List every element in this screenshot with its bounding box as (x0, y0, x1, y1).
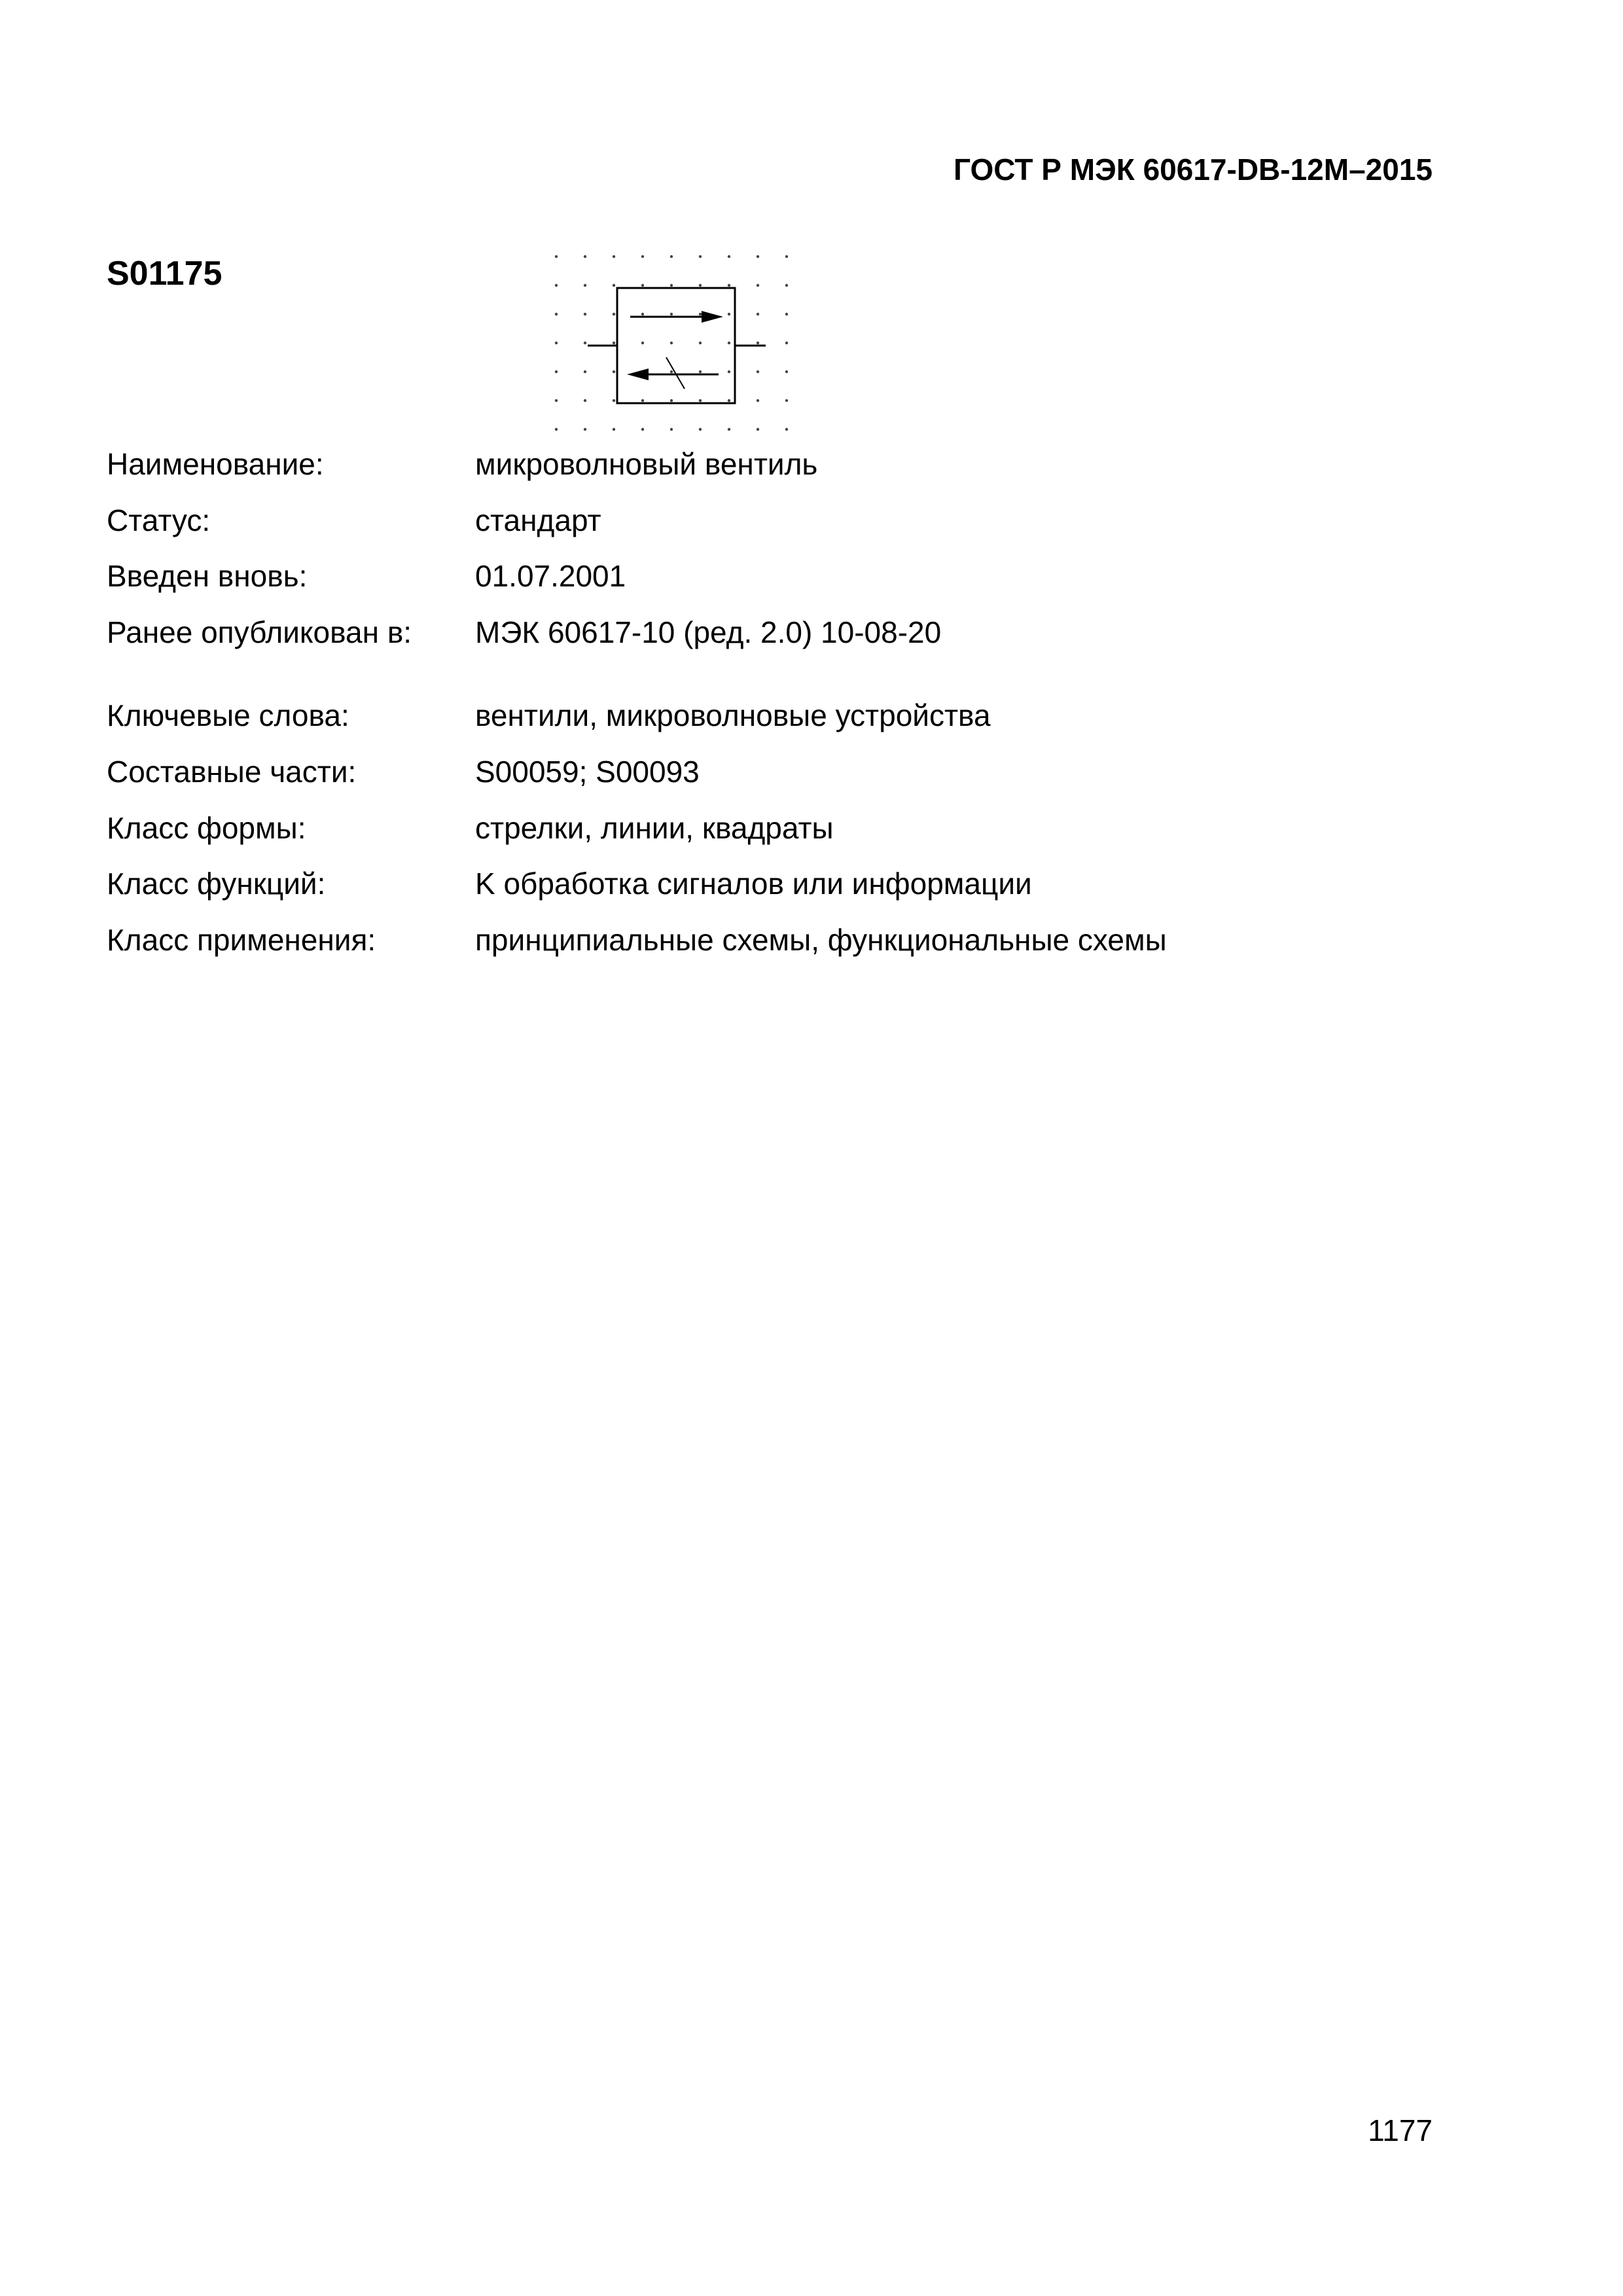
grid-dot (699, 342, 702, 344)
grid-dot (757, 428, 759, 431)
grid-dot (728, 313, 730, 315)
grid-dot (785, 342, 788, 344)
grid-dot (613, 284, 615, 287)
grid-dot (699, 370, 702, 373)
arrow-heads (627, 311, 723, 380)
grid-dot (757, 342, 759, 344)
grid-dot (670, 399, 673, 402)
property-label: Класс формы: (107, 811, 306, 845)
grid-dot (613, 342, 615, 344)
grid-dot (641, 284, 644, 287)
property-label: Ключевые слова: (107, 698, 349, 732)
property-label: Класс функций: (107, 867, 326, 901)
grid-dot (584, 342, 586, 344)
grid-dot (699, 313, 702, 315)
grid-dot (699, 399, 702, 402)
property-value: S00059; S00093 (475, 755, 700, 789)
property-value: принципиальные схемы, функциональные схемы (475, 923, 1167, 957)
grid-dot (555, 342, 558, 344)
grid-dot (670, 428, 673, 431)
grid-dot (757, 284, 759, 287)
grid-dot (757, 313, 759, 315)
grid-dot (785, 428, 788, 431)
grid-dot (785, 399, 788, 402)
grid-dot (699, 428, 702, 431)
property-label: Введен вновь: (107, 559, 308, 593)
property-label: Класс применения: (107, 923, 376, 957)
property-value: стрелки, линии, квадраты (475, 811, 834, 845)
grid-dot (757, 255, 759, 258)
property-label: Статус: (107, 503, 211, 537)
grid-dot (728, 370, 730, 373)
page-number: 1177 (1368, 2113, 1433, 2147)
grid-dot (728, 342, 730, 344)
grid-dot (555, 428, 558, 431)
grid-dot (555, 399, 558, 402)
grid-dot (728, 428, 730, 431)
grid-dot (785, 370, 788, 373)
grid-dot (670, 342, 673, 344)
grid-dot (728, 255, 730, 258)
grid-dot (613, 399, 615, 402)
standard-code: ГОСТ Р МЭК 60617-DB-12M–2015 (954, 152, 1433, 187)
grid-dot (613, 255, 615, 258)
property-label: Составные части: (107, 755, 357, 789)
grid-dots (555, 255, 788, 431)
grid-dot (555, 313, 558, 315)
property-label: Наименование: (107, 447, 324, 481)
microwave-isolator-symbol-icon (543, 249, 805, 439)
grid-dot (584, 284, 586, 287)
grid-dot (641, 399, 644, 402)
grid-dot (613, 313, 615, 315)
grid-dot (641, 255, 644, 258)
property-value: стандарт (475, 503, 601, 537)
property-value: 01.07.2001 (475, 559, 626, 593)
grid-dot (757, 370, 759, 373)
grid-dot (785, 313, 788, 315)
property-value: МЭК 60617-10 (ред. 2.0) 10-08-20 (475, 615, 942, 649)
grid-dot (641, 313, 644, 315)
grid-dot (785, 255, 788, 258)
grid-dot (584, 370, 586, 373)
grid-dot (757, 399, 759, 402)
property-value: микроволновый вентиль (475, 447, 818, 481)
property-value: вентили, микроволновые устройства (475, 698, 991, 732)
symbol-id: S01175 (107, 255, 223, 293)
grid-dot (670, 313, 673, 315)
property-value: K обработка сигналов или информации (475, 867, 1032, 901)
grid-dot (641, 342, 644, 344)
grid-dot (785, 284, 788, 287)
grid-dot (555, 284, 558, 287)
grid-dot (584, 428, 586, 431)
grid-dot (699, 284, 702, 287)
property-label: Ранее опубликован в: (107, 615, 412, 649)
grid-dot (670, 284, 673, 287)
grid-dot (584, 313, 586, 315)
grid-dot (728, 399, 730, 402)
grid-dot (584, 399, 586, 402)
grid-dot (641, 428, 644, 431)
grid-dot (613, 428, 615, 431)
symbol-drawing (588, 288, 766, 403)
grid-dot (670, 370, 673, 373)
grid-dot (555, 370, 558, 373)
grid-dot (613, 370, 615, 373)
grid-dot (584, 255, 586, 258)
grid-dot (699, 255, 702, 258)
grid-dot (728, 284, 730, 287)
grid-dot (670, 255, 673, 258)
grid-dot (555, 255, 558, 258)
